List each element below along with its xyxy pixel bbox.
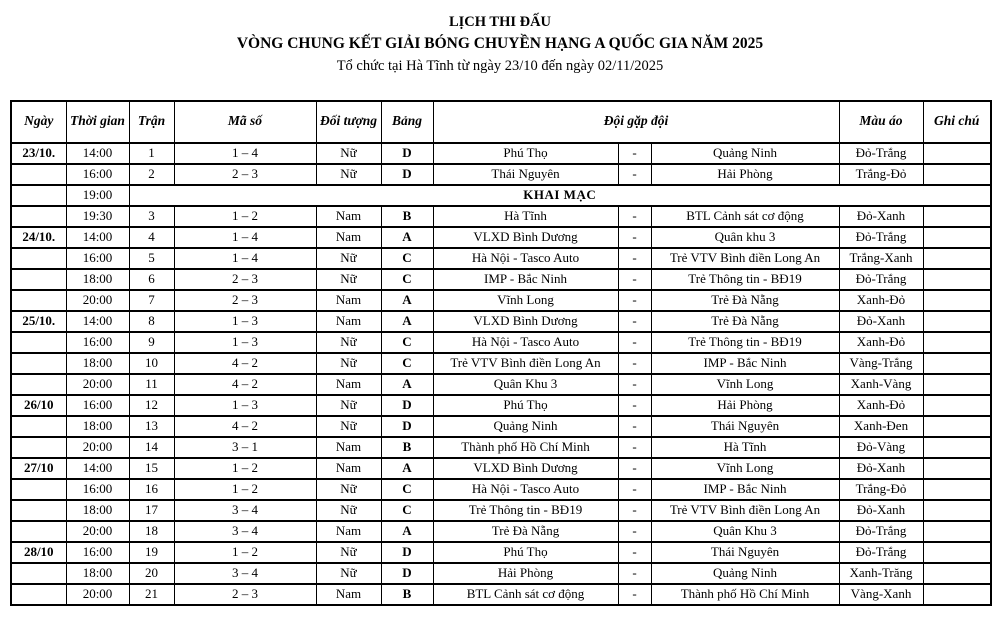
jersey-colors-cell: Đỏ-Xanh — [839, 206, 923, 227]
date-cell: 23/10. — [11, 143, 66, 164]
team-separator-cell: - — [618, 458, 651, 479]
away-team-cell: Trẻ Đà Nẵng — [651, 290, 839, 311]
time-cell: 18:00 — [66, 353, 129, 374]
match-number-cell: 4 — [129, 227, 174, 248]
page-title: LỊCH THI ĐẤU — [448, 14, 552, 30]
notes-cell — [923, 479, 991, 500]
match-row — [11, 395, 991, 416]
category-cell: Nữ — [316, 248, 381, 269]
date-cell: 28/10 — [11, 542, 66, 563]
away-team-cell: Trẻ Thông tin - BĐ19 — [651, 332, 839, 353]
jersey-colors-cell: Trắng-Xanh — [839, 248, 923, 269]
match-number-cell: 15 — [129, 458, 174, 479]
group-cell: A — [381, 458, 433, 479]
group-cell: C — [381, 269, 433, 290]
code-cell: 1 – 2 — [174, 206, 316, 227]
team-separator-cell: - — [618, 227, 651, 248]
jersey-colors-cell: Xanh-Đỏ — [839, 395, 923, 416]
date-cell — [11, 185, 66, 206]
header-time: Thời gian — [66, 101, 129, 143]
match-number-cell: 14 — [129, 437, 174, 458]
category-cell: Nam — [316, 311, 381, 332]
group-cell: B — [381, 206, 433, 227]
code-cell: 1 – 4 — [174, 143, 316, 164]
match-row — [11, 353, 991, 374]
match-number-cell: 16 — [129, 479, 174, 500]
date-cell — [11, 563, 66, 584]
jersey-colors-cell: Đỏ-Vàng — [839, 437, 923, 458]
date-cell: 25/10. — [11, 311, 66, 332]
jersey-colors-cell: Trắng-Đỏ — [839, 164, 923, 185]
jersey-colors-cell: Xanh-Trăng — [839, 563, 923, 584]
jersey-colors-cell: Vàng-Trắng — [839, 353, 923, 374]
notes-cell — [923, 206, 991, 227]
match-row — [11, 500, 991, 521]
away-team-cell: Hải Phòng — [651, 164, 839, 185]
team-separator-cell: - — [618, 374, 651, 395]
time-cell: 16:00 — [66, 332, 129, 353]
away-team-cell: Trẻ Thông tin - BĐ19 — [651, 269, 839, 290]
team-separator-cell: - — [618, 248, 651, 269]
date-cell — [11, 164, 66, 185]
date-cell — [11, 500, 66, 521]
category-cell: Nam — [316, 206, 381, 227]
date-cell — [11, 521, 66, 542]
time-cell: 16:00 — [66, 395, 129, 416]
jersey-colors-cell: Đỏ-Trắng — [839, 143, 923, 164]
team-separator-cell: - — [618, 416, 651, 437]
date-cell — [11, 206, 66, 227]
category-cell: Nữ — [316, 269, 381, 290]
group-cell: D — [381, 395, 433, 416]
date-cell — [11, 416, 66, 437]
jersey-colors-cell: Đỏ-Trắng — [839, 269, 923, 290]
jersey-colors-cell: Đỏ-Xanh — [839, 458, 923, 479]
time-cell: 19:30 — [66, 206, 129, 227]
team-separator-cell: - — [618, 206, 651, 227]
jersey-colors-cell: Đỏ-Trắng — [839, 521, 923, 542]
match-row — [11, 290, 991, 311]
team-separator-cell: - — [618, 479, 651, 500]
team-separator-cell: - — [618, 542, 651, 563]
time-cell: 20:00 — [66, 584, 129, 605]
away-team-cell: BTL Cảnh sát cơ động — [651, 206, 839, 227]
notes-cell — [923, 563, 991, 584]
time-cell: 14:00 — [66, 227, 129, 248]
header-match-number: Trận — [129, 101, 174, 143]
match-number-cell: 5 — [129, 248, 174, 269]
match-number-cell: 21 — [129, 584, 174, 605]
time-cell: 16:00 — [66, 164, 129, 185]
header-date: Ngày — [11, 101, 66, 143]
category-cell: Nữ — [316, 164, 381, 185]
jersey-colors-cell: Đỏ-Trắng — [839, 227, 923, 248]
home-team-cell: Hà Nội - Tasco Auto — [433, 479, 618, 500]
match-row — [11, 311, 991, 332]
away-team-cell: Hà Tĩnh — [651, 437, 839, 458]
notes-cell — [923, 584, 991, 605]
date-cell — [11, 353, 66, 374]
jersey-colors-cell: Xanh-Đỏ — [839, 290, 923, 311]
category-cell: Nữ — [316, 332, 381, 353]
home-team-cell: Phú Thọ — [433, 395, 618, 416]
group-cell: D — [381, 143, 433, 164]
group-cell: C — [381, 479, 433, 500]
date-cell — [11, 290, 66, 311]
home-team-cell: Quảng Ninh — [433, 416, 618, 437]
code-cell: 1 – 4 — [174, 227, 316, 248]
group-cell: A — [381, 311, 433, 332]
code-cell: 1 – 3 — [174, 311, 316, 332]
category-cell: Nam — [316, 458, 381, 479]
time-cell: 20:00 — [66, 374, 129, 395]
team-separator-cell: - — [618, 584, 651, 605]
match-row — [11, 542, 991, 563]
time-cell: 16:00 — [66, 479, 129, 500]
match-number-cell: 12 — [129, 395, 174, 416]
away-team-cell: Trẻ Đà Nẵng — [651, 311, 839, 332]
date-cell — [11, 248, 66, 269]
time-cell: 18:00 — [66, 563, 129, 584]
match-row — [11, 332, 991, 353]
notes-cell — [923, 416, 991, 437]
date-cell: 24/10. — [11, 227, 66, 248]
page-location-dates: Tổ chức tại Hà Tĩnh từ ngày 23/10 đến ngày 02/11/2025 — [336, 57, 664, 74]
notes-cell — [923, 395, 991, 416]
date-cell — [11, 374, 66, 395]
time-cell: 18:00 — [66, 500, 129, 521]
match-number-cell: 7 — [129, 290, 174, 311]
time-cell: 18:00 — [66, 269, 129, 290]
match-row — [11, 227, 991, 248]
category-cell: Nữ — [316, 500, 381, 521]
code-cell: 2 – 3 — [174, 164, 316, 185]
match-number-cell: 13 — [129, 416, 174, 437]
header-code: Mã số — [174, 101, 316, 143]
event-label-cell: KHAI MẠC — [129, 185, 991, 206]
group-cell: C — [381, 332, 433, 353]
match-row — [11, 416, 991, 437]
jersey-colors-cell: Xanh-Vàng — [839, 374, 923, 395]
category-cell: Nam — [316, 290, 381, 311]
team-separator-cell: - — [618, 500, 651, 521]
date-cell: 27/10 — [11, 458, 66, 479]
home-team-cell: VLXD Bình Dương — [433, 458, 618, 479]
away-team-cell: Quảng Ninh — [651, 563, 839, 584]
match-number-cell: 6 — [129, 269, 174, 290]
match-row — [11, 269, 991, 290]
code-cell: 4 – 2 — [174, 416, 316, 437]
time-cell: 20:00 — [66, 290, 129, 311]
team-separator-cell: - — [618, 164, 651, 185]
category-cell: Nữ — [316, 563, 381, 584]
group-cell: C — [381, 353, 433, 374]
team-separator-cell: - — [618, 311, 651, 332]
notes-cell — [923, 311, 991, 332]
away-team-cell: Thái Nguyên — [651, 542, 839, 563]
away-team-cell: Trẻ VTV Bình điền Long An — [651, 248, 839, 269]
date-cell — [11, 584, 66, 605]
away-team-cell: Vĩnh Long — [651, 458, 839, 479]
group-cell: D — [381, 563, 433, 584]
date-cell — [11, 332, 66, 353]
match-number-cell: 11 — [129, 374, 174, 395]
notes-cell — [923, 542, 991, 563]
match-number-cell: 19 — [129, 542, 174, 563]
notes-cell — [923, 332, 991, 353]
team-separator-cell: - — [618, 563, 651, 584]
group-cell: D — [381, 164, 433, 185]
date-cell: 26/10 — [11, 395, 66, 416]
document-header — [0, 0, 1000, 75]
home-team-cell: Phú Thọ — [433, 542, 618, 563]
home-team-cell: Thái Nguyên — [433, 164, 618, 185]
code-cell: 1 – 4 — [174, 248, 316, 269]
match-row — [11, 584, 991, 605]
match-row — [11, 206, 991, 227]
schedule-table-body — [11, 143, 991, 605]
code-cell: 2 – 3 — [174, 290, 316, 311]
code-cell: 1 – 2 — [174, 542, 316, 563]
group-cell: A — [381, 374, 433, 395]
code-cell: 1 – 3 — [174, 332, 316, 353]
match-row — [11, 521, 991, 542]
match-number-cell: 18 — [129, 521, 174, 542]
group-cell: B — [381, 584, 433, 605]
code-cell: 4 – 2 — [174, 374, 316, 395]
time-cell: 14:00 — [66, 458, 129, 479]
match-number-cell: 2 — [129, 164, 174, 185]
category-cell: Nam — [316, 584, 381, 605]
code-cell: 3 – 4 — [174, 521, 316, 542]
match-row — [11, 143, 991, 164]
match-number-cell: 20 — [129, 563, 174, 584]
time-cell: 16:00 — [66, 248, 129, 269]
notes-cell — [923, 353, 991, 374]
group-cell: B — [381, 437, 433, 458]
team-separator-cell: - — [618, 521, 651, 542]
match-number-cell: 8 — [129, 311, 174, 332]
header-category: Đối tượng — [316, 101, 381, 143]
group-cell: A — [381, 521, 433, 542]
team-separator-cell: - — [618, 143, 651, 164]
header-jersey-colors: Màu áo — [839, 101, 923, 143]
home-team-cell: VLXD Bình Dương — [433, 311, 618, 332]
jersey-colors-cell: Trắng-Đỏ — [839, 479, 923, 500]
notes-cell — [923, 227, 991, 248]
match-number-cell: 17 — [129, 500, 174, 521]
home-team-cell: IMP - Bắc Ninh — [433, 269, 618, 290]
notes-cell — [923, 374, 991, 395]
team-separator-cell: - — [618, 395, 651, 416]
group-cell: D — [381, 416, 433, 437]
schedule-table — [10, 100, 992, 606]
jersey-colors-cell: Đỏ-Xanh — [839, 500, 923, 521]
category-cell: Nữ — [316, 395, 381, 416]
category-cell: Nam — [316, 521, 381, 542]
home-team-cell: Hà Nội - Tasco Auto — [433, 248, 618, 269]
code-cell: 3 – 4 — [174, 563, 316, 584]
time-cell: 14:00 — [66, 311, 129, 332]
team-separator-cell: - — [618, 353, 651, 374]
event-row — [11, 185, 991, 206]
away-team-cell: Trẻ VTV Bình điền Long An — [651, 500, 839, 521]
code-cell: 1 – 3 — [174, 395, 316, 416]
team-separator-cell: - — [618, 437, 651, 458]
jersey-colors-cell: Xanh-Đỏ — [839, 332, 923, 353]
group-cell: C — [381, 248, 433, 269]
category-cell: Nam — [316, 437, 381, 458]
group-cell: D — [381, 542, 433, 563]
away-team-cell: Vĩnh Long — [651, 374, 839, 395]
home-team-cell: Thành phố Hồ Chí Minh — [433, 437, 618, 458]
group-cell: C — [381, 500, 433, 521]
home-team-cell: Phú Thọ — [433, 143, 618, 164]
group-cell: A — [381, 290, 433, 311]
header-row — [11, 101, 991, 143]
jersey-colors-cell: Đỏ-Trắng — [839, 542, 923, 563]
header-group: Bảng — [381, 101, 433, 143]
code-cell: 3 – 4 — [174, 500, 316, 521]
time-cell: 18:00 — [66, 416, 129, 437]
code-cell: 2 – 3 — [174, 269, 316, 290]
away-team-cell: Hải Phòng — [651, 395, 839, 416]
match-number-cell: 9 — [129, 332, 174, 353]
match-number-cell: 1 — [129, 143, 174, 164]
match-row — [11, 374, 991, 395]
category-cell: Nữ — [316, 143, 381, 164]
match-row — [11, 479, 991, 500]
match-row — [11, 458, 991, 479]
jersey-colors-cell: Xanh-Đen — [839, 416, 923, 437]
match-row — [11, 248, 991, 269]
home-team-cell: Hải Phòng — [433, 563, 618, 584]
category-cell: Nữ — [316, 416, 381, 437]
notes-cell — [923, 437, 991, 458]
time-cell: 20:00 — [66, 437, 129, 458]
home-team-cell: Vĩnh Long — [433, 290, 618, 311]
header-teams: Đội gặp đội — [433, 101, 839, 143]
notes-cell — [923, 290, 991, 311]
jersey-colors-cell: Đỏ-Xanh — [839, 311, 923, 332]
time-cell: 19:00 — [66, 185, 129, 206]
date-cell — [11, 437, 66, 458]
notes-cell — [923, 269, 991, 290]
home-team-cell: Hà Nội - Tasco Auto — [433, 332, 618, 353]
time-cell: 14:00 — [66, 143, 129, 164]
away-team-cell: Quân Khu 3 — [651, 521, 839, 542]
away-team-cell: IMP - Bắc Ninh — [651, 353, 839, 374]
away-team-cell: Thành phố Hồ Chí Minh — [651, 584, 839, 605]
match-number-cell: 3 — [129, 206, 174, 227]
away-team-cell: IMP - Bắc Ninh — [651, 479, 839, 500]
date-cell — [11, 479, 66, 500]
time-cell: 20:00 — [66, 521, 129, 542]
home-team-cell: Trẻ Thông tin - BĐ19 — [433, 500, 618, 521]
time-cell: 16:00 — [66, 542, 129, 563]
category-cell: Nữ — [316, 479, 381, 500]
category-cell: Nam — [316, 227, 381, 248]
header-notes: Ghi chú — [923, 101, 991, 143]
code-cell: 4 – 2 — [174, 353, 316, 374]
match-number-cell: 10 — [129, 353, 174, 374]
match-row — [11, 164, 991, 185]
away-team-cell: Thái Nguyên — [651, 416, 839, 437]
notes-cell — [923, 521, 991, 542]
notes-cell — [923, 248, 991, 269]
group-cell: A — [381, 227, 433, 248]
notes-cell — [923, 143, 991, 164]
notes-cell — [923, 458, 991, 479]
match-row — [11, 437, 991, 458]
away-team-cell: Quảng Ninh — [651, 143, 839, 164]
page-subtitle: VÒNG CHUNG KẾT GIẢI BÓNG CHUYỀN HẠNG A QUỐC GIA NĂM 2025 — [236, 35, 764, 53]
team-separator-cell: - — [618, 269, 651, 290]
date-cell — [11, 269, 66, 290]
home-team-cell: VLXD Bình Dương — [433, 227, 618, 248]
away-team-cell: Quân khu 3 — [651, 227, 839, 248]
match-row — [11, 563, 991, 584]
code-cell: 1 – 2 — [174, 479, 316, 500]
code-cell: 2 – 3 — [174, 584, 316, 605]
notes-cell — [923, 500, 991, 521]
team-separator-cell: - — [618, 290, 651, 311]
notes-cell — [923, 164, 991, 185]
code-cell: 1 – 2 — [174, 458, 316, 479]
category-cell: Nữ — [316, 542, 381, 563]
home-team-cell: Trẻ VTV Bình điền Long An — [433, 353, 618, 374]
jersey-colors-cell: Vàng-Xanh — [839, 584, 923, 605]
category-cell: Nữ — [316, 353, 381, 374]
code-cell: 3 – 1 — [174, 437, 316, 458]
home-team-cell: Trẻ Đà Nẵng — [433, 521, 618, 542]
home-team-cell: BTL Cảnh sát cơ động — [433, 584, 618, 605]
home-team-cell: Hà Tĩnh — [433, 206, 618, 227]
category-cell: Nam — [316, 374, 381, 395]
home-team-cell: Quân Khu 3 — [433, 374, 618, 395]
team-separator-cell: - — [618, 332, 651, 353]
